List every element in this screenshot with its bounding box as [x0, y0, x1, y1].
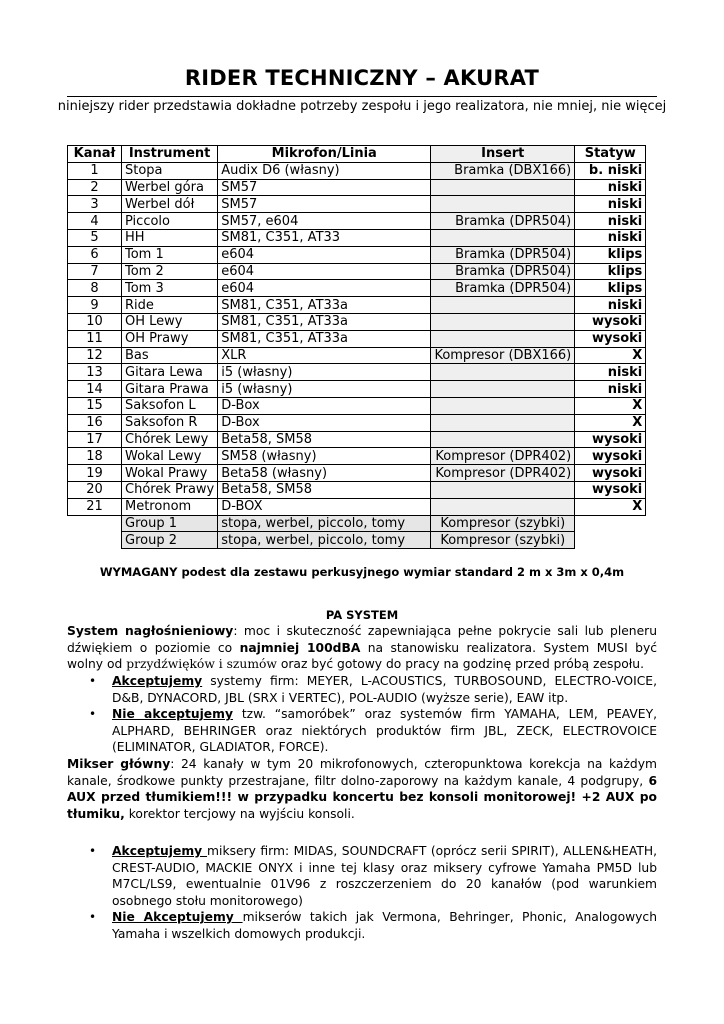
table-row [68, 246, 646, 263]
list-item [67, 673, 657, 706]
cell-statyw: wysoki [575, 481, 646, 498]
pa-system-text-3: oraz być gotowy do pracy na godzinę przed próbą zespołu. [276, 657, 644, 672]
table-row [68, 465, 646, 482]
cell-mikrofon: SM58 (własny) [218, 448, 431, 465]
cell-statyw: wysoki [575, 465, 646, 482]
cell-mikrofon: e604 [218, 263, 431, 280]
cell-kanal: 2 [68, 179, 122, 196]
bullet-icon: • [89, 844, 97, 858]
cell-kanal: 16 [68, 414, 122, 431]
cell-instrument: Tom 3 [122, 280, 218, 297]
cell-kanal: 15 [68, 397, 122, 414]
list-item [67, 909, 657, 942]
cell-insert [431, 196, 575, 213]
cell-statyw: wysoki [575, 313, 646, 330]
cell-insert: Bramka (DPR504) [431, 246, 575, 263]
cell-mikrofon: SM57 [218, 179, 431, 196]
cell-insert: Bramka (DBX166) [431, 162, 575, 179]
cell-instrument: Wokal Prawy [122, 465, 218, 482]
cell-kanal: 13 [68, 364, 122, 381]
pa-system-text-1: : moc i skuteczność zapewniająca pełne pokrycie sali lub pleneru dźwiękiem o poziomie co [67, 624, 658, 655]
list-item [67, 843, 657, 909]
header-kanal: Kanał [68, 146, 122, 163]
group-insert: Kompresor (szybki) [431, 532, 575, 549]
cell-kanal: 17 [68, 431, 122, 448]
empty-cell [575, 532, 646, 549]
cell-mikrofon: SM81, C351, AT33 [218, 229, 431, 246]
cell-statyw: niski [575, 229, 646, 246]
cell-instrument: Saksofon R [122, 414, 218, 431]
cell-mikrofon: SM81, C351, AT33a [218, 330, 431, 347]
group-insert: Kompresor (szybki) [431, 515, 575, 532]
header-mikrofon: Mikrofon/Linia [218, 146, 431, 163]
cell-statyw: klips [575, 263, 646, 280]
cell-kanal: 10 [68, 313, 122, 330]
cell-instrument: Metronom [122, 498, 218, 515]
table-row [68, 313, 646, 330]
mixer-paragraph [67, 756, 657, 822]
cell-kanal: 9 [68, 297, 122, 314]
cell-instrument: Gitara Lewa [122, 364, 218, 381]
group-row [68, 515, 646, 532]
cell-kanal: 4 [68, 213, 122, 230]
cell-insert: Bramka (DPR504) [431, 280, 575, 297]
cell-insert: Kompresor (DPR402) [431, 465, 575, 482]
table-row [68, 397, 646, 414]
cell-mikrofon: D-BOX [218, 498, 431, 515]
table-row [68, 229, 646, 246]
cell-instrument: Bas [122, 347, 218, 364]
cell-kanal: 6 [68, 246, 122, 263]
cell-statyw: wysoki [575, 431, 646, 448]
cell-kanal: 19 [68, 465, 122, 482]
cell-insert [431, 297, 575, 314]
list-item [67, 706, 657, 756]
cell-statyw: niski [575, 297, 646, 314]
pa-system-noise: przydźwięków i szumów [126, 657, 277, 672]
cell-instrument: Chórek Prawy [122, 481, 218, 498]
mixer-accept-text: miksery firm: MIDAS, SOUNDCRAFT (oprócz serii SPIRIT), ALLEN&HEATH, CREST-AUDIO, MACKIE ONYX i inne tej klasy oraz miksery cyfrowe Yamaha PM5D lub M7CL/LS9, ewentualnie 01V96 z roszczerzeniem do 20 kanałów (pod warunkiem osobnego stołu monitorowego) [112, 844, 657, 908]
title-divider [67, 96, 657, 97]
cell-insert [431, 431, 575, 448]
cell-kanal: 5 [68, 229, 122, 246]
cell-statyw: niski [575, 364, 646, 381]
cell-instrument: Chórek Lewy [122, 431, 218, 448]
bullet-icon: • [89, 707, 97, 722]
empty-cell [575, 515, 646, 532]
cell-instrument: Gitara Prawa [122, 381, 218, 398]
cell-mikrofon: i5 (własny) [218, 381, 431, 398]
cell-kanal: 7 [68, 263, 122, 280]
table-row [68, 431, 646, 448]
group-name: Group 2 [122, 532, 218, 549]
cell-statyw: X [575, 347, 646, 364]
cell-mikrofon: e604 [218, 280, 431, 297]
cell-instrument: Stopa [122, 162, 218, 179]
cell-mikrofon: D-Box [218, 397, 431, 414]
pa-reject-text: tzw. “samoróbek” oraz systemów firm YAMAHA, LEM, PEAVEY, ALPHARD, BEHRINGER oraz niektórych produktów firm JBL, ZECK, ELECTROVOICE (ELIMINATOR, GLADIATOR, FORCE). [112, 707, 657, 755]
table-body [68, 162, 646, 548]
table-row [68, 481, 646, 498]
cell-statyw: X [575, 498, 646, 515]
group-name: Group 1 [122, 515, 218, 532]
mixer-text-1: : 24 kanały w tym 20 mikrofonowych, czteropunktowa korekcja na każdym kanale, środkowe punkty przestrajane, filtr dolno-zaporowy na każdym kanale, 4 podgrupy, [67, 757, 657, 788]
table-row [68, 280, 646, 297]
bullet-icon: • [89, 674, 97, 688]
document-subtitle: niniejszy rider przedstawia dokładne potrzeby zespołu i jego realizatora, nie mniej, nie więcej [57, 99, 667, 114]
cell-mikrofon: Beta58 (własny) [218, 465, 431, 482]
cell-mikrofon: D-Box [218, 414, 431, 431]
cell-mikrofon: SM81, C351, AT33a [218, 313, 431, 330]
cell-instrument: Ride [122, 297, 218, 314]
cell-statyw: niski [575, 381, 646, 398]
table-row [68, 448, 646, 465]
cell-statyw: niski [575, 179, 646, 196]
table-row [68, 196, 646, 213]
pa-system-list [67, 673, 657, 756]
cell-insert [431, 364, 575, 381]
cell-instrument: Tom 2 [122, 263, 218, 280]
cell-instrument: Werbel dół [122, 196, 218, 213]
group-members: stopa, werbel, piccolo, tomy [218, 532, 431, 549]
cell-instrument: Piccolo [122, 213, 218, 230]
channel-table [67, 145, 646, 549]
table-row [68, 162, 646, 179]
cell-kanal: 11 [68, 330, 122, 347]
cell-kanal: 12 [68, 347, 122, 364]
cell-statyw: wysoki [575, 448, 646, 465]
header-insert: Insert [431, 146, 575, 163]
table-row [68, 179, 646, 196]
mixer-reject-label: Nie Akceptujemy [112, 910, 243, 925]
cell-mikrofon: e604 [218, 246, 431, 263]
group-row [68, 532, 646, 549]
cell-insert [431, 397, 575, 414]
pa-system-heading: PA SYSTEM [325, 608, 399, 622]
cell-insert: Bramka (DPR504) [431, 213, 575, 230]
cell-insert: Kompresor (DPR402) [431, 448, 575, 465]
cell-statyw: niski [575, 196, 646, 213]
table-row [68, 263, 646, 280]
cell-kanal: 21 [68, 498, 122, 515]
cell-statyw: b. niski [575, 162, 646, 179]
cell-instrument: Saksofon L [122, 397, 218, 414]
cell-statyw: klips [575, 280, 646, 297]
cell-mikrofon: i5 (własny) [218, 364, 431, 381]
header-instrument: Instrument [122, 146, 218, 163]
cell-mikrofon: Audix D6 (własny) [218, 162, 431, 179]
pa-system-label: System nagłośnieniowy [67, 624, 234, 638]
pa-system-text-2: na stanowisku realizatora. System MUSI być wolny od [67, 640, 658, 672]
cell-instrument: OH Prawy [122, 330, 218, 347]
cell-insert [431, 313, 575, 330]
mixer-accept-label: Akceptujemy [112, 844, 208, 858]
cell-insert [431, 179, 575, 196]
table-row [68, 414, 646, 431]
mixer-text-2: korektor tercjowy na wyjściu konsoli. [124, 806, 355, 821]
pa-system-level: najmniej 100dBA [239, 640, 361, 655]
cell-mikrofon: SM57, e604 [218, 213, 431, 230]
table-header-row [68, 146, 646, 163]
mixer-label: Mikser główny [67, 757, 171, 771]
cell-insert: Bramka (DPR504) [431, 263, 575, 280]
cell-instrument: Wokal Lewy [122, 448, 218, 465]
cell-mikrofon: SM57 [218, 196, 431, 213]
cell-mikrofon: Beta58, SM58 [218, 481, 431, 498]
cell-statyw: X [575, 414, 646, 431]
cell-kanal: 18 [68, 448, 122, 465]
table-row [68, 213, 646, 230]
table-row [68, 498, 646, 515]
cell-statyw: X [575, 397, 646, 414]
cell-kanal: 20 [68, 481, 122, 498]
pa-accept-label: Akceptujemy [112, 674, 203, 688]
pa-system-paragraph [67, 623, 657, 673]
table-row [68, 330, 646, 347]
cell-insert [431, 498, 575, 515]
table-row [68, 347, 646, 364]
cell-kanal: 1 [68, 162, 122, 179]
empty-cell [68, 532, 122, 549]
cell-insert [431, 481, 575, 498]
cell-insert [431, 414, 575, 431]
cell-mikrofon: SM81, C351, AT33a [218, 297, 431, 314]
mixer-reject-text: mikserów takich jak Vermona, Behringer, Phonic, Analogowych Yamaha i wszelkich domowych produkcji. [112, 910, 657, 941]
pa-accept-text: systemy firm: MEYER, L-ACOUSTICS, TURBOSOUND, ELECTRO-VOICE, D&B, DYNACORD, JBL (SRX i VERTEC), POL-AUDIO (wyższe serie), EAW itp. [112, 674, 657, 705]
cell-insert [431, 330, 575, 347]
cell-instrument: Werbel góra [122, 179, 218, 196]
cell-instrument: HH [122, 229, 218, 246]
cell-kanal: 14 [68, 381, 122, 398]
cell-instrument: OH Lewy [122, 313, 218, 330]
cell-insert [431, 381, 575, 398]
bullet-icon: • [89, 910, 97, 925]
mixer-list [67, 843, 657, 943]
cell-statyw: wysoki [575, 330, 646, 347]
header-statyw: Statyw [575, 146, 646, 163]
table-row [68, 381, 646, 398]
cell-kanal: 8 [68, 280, 122, 297]
empty-cell [68, 515, 122, 532]
mixer-aux: 6 AUX przed tłumikiem!!! w przypadku koncertu bez konsoli monitorowej! +2 AUX po tłumiku, [67, 773, 657, 821]
table-row [68, 364, 646, 381]
cell-insert [431, 229, 575, 246]
cell-statyw: niski [575, 213, 646, 230]
cell-instrument: Tom 1 [122, 246, 218, 263]
pa-reject-label: Nie akceptujemy [112, 707, 233, 722]
document-title: RIDER TECHNICZNY – AKURAT [184, 66, 540, 90]
cell-kanal: 3 [68, 196, 122, 213]
table-row [68, 297, 646, 314]
cell-insert: Kompresor (DBX166) [431, 347, 575, 364]
cell-mikrofon: XLR [218, 347, 431, 364]
cell-statyw: klips [575, 246, 646, 263]
cell-mikrofon: Beta58, SM58 [218, 431, 431, 448]
podest-requirement: WYMAGANY podest dla zestawu perkusyjnego wymiar standard 2 m x 3m x 0,4m [99, 565, 625, 579]
group-members: stopa, werbel, piccolo, tomy [218, 515, 431, 532]
